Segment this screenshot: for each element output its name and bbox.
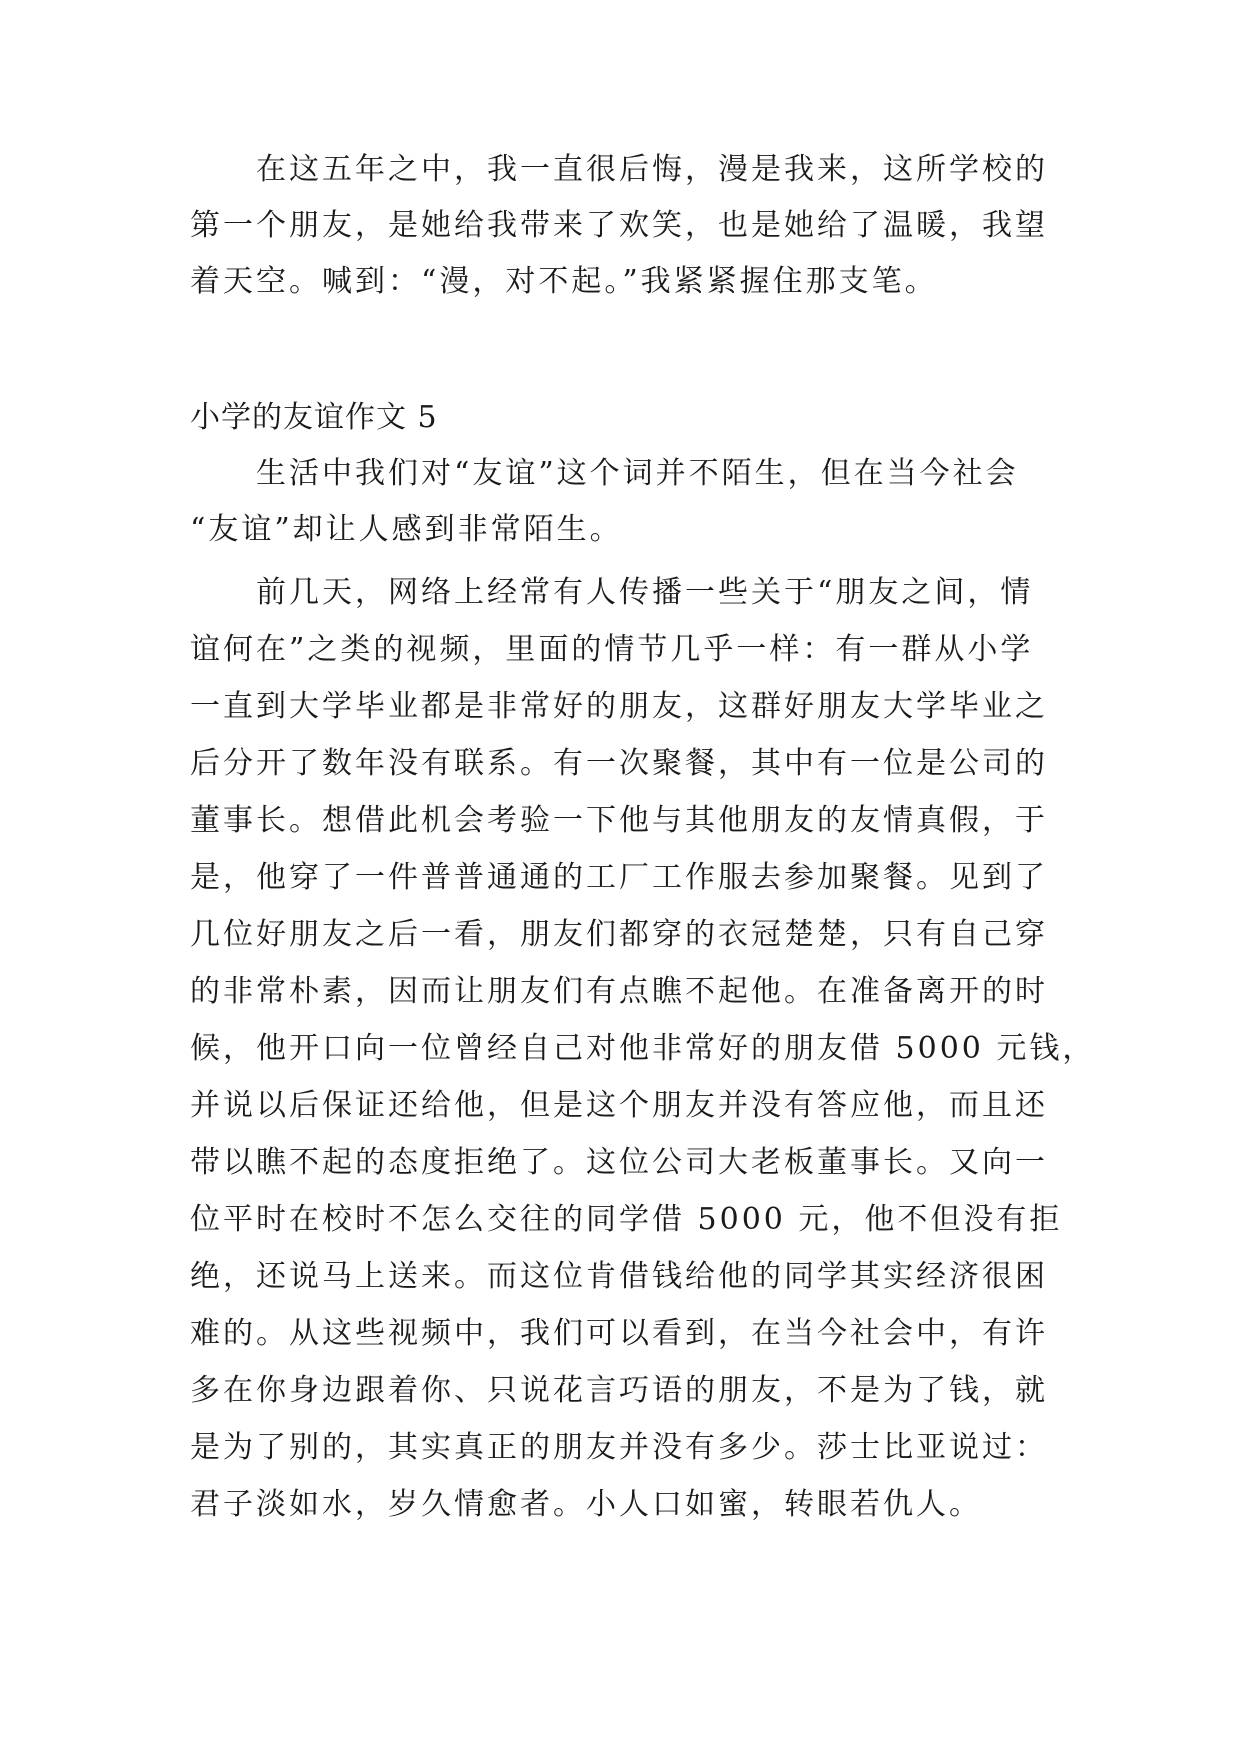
paragraph-3-line-9: 候，他开口向一位曾经自己对他非常好的朋友借 5000 元钱，	[190, 1031, 1096, 1066]
paragraph-3-line-7: 几位好朋友之后一看，朋友们都穿的衣冠楚楚，只有自己穿	[190, 917, 1048, 952]
paragraph-3-line-14: 难的。从这些视频中，我们可以看到，在当今社会中，有许	[190, 1316, 1048, 1351]
paragraph-1-line-1: 在这五年之中，我一直很后悔，漫是我来，这所学校的	[256, 152, 1048, 187]
paragraph-3-line-1: 前几天，网络上经常有人传播一些关于“朋友之间，情	[256, 575, 1034, 610]
paragraph-2-line-1: 生活中我们对“友谊”这个词并不陌生，但在当今社会	[256, 456, 1019, 491]
paragraph-1-line-3: 着天空。喊到：“漫，对不起。”我紧紧握住那支笔。	[190, 264, 938, 299]
paragraph-3-line-12: 位平时在校时不怎么交往的同学借 5000 元，他不但没有拒	[190, 1202, 1063, 1237]
paragraph-2-line-2: “友谊”却让人感到非常陌生。	[190, 512, 623, 547]
paragraph-3-line-8: 的非常朴素，因而让朋友们有点瞧不起他。在准备离开的时	[190, 974, 1048, 1009]
paragraph-3-line-5: 董事长。想借此机会考验一下他与其他朋友的友情真假，于	[190, 803, 1048, 838]
paragraph-3-line-16: 是为了别的，其实真正的朋友并没有多少。莎士比亚说过：	[190, 1430, 1048, 1465]
paragraph-1-line-2: 第一个朋友，是她给我带来了欢笑，也是她给了温暖，我望	[190, 208, 1048, 243]
paragraph-3-line-6: 是，他穿了一件普普通通的工厂工作服去参加聚餐。见到了	[190, 860, 1048, 895]
paragraph-3-line-13: 绝，还说马上送来。而这位肯借钱给他的同学其实经济很困	[190, 1259, 1048, 1294]
paragraph-3-line-15: 多在你身边跟着你、只说花言巧语的朋友，不是为了钱，就	[190, 1373, 1048, 1408]
section-title: 小学的友谊作文 5	[190, 400, 438, 435]
paragraph-3-line-2: 谊何在”之类的视频，里面的情节几乎一样：有一群从小学	[190, 632, 1034, 667]
paragraph-3-line-4: 后分开了数年没有联系。有一次聚餐，其中有一位是公司的	[190, 746, 1048, 781]
paragraph-3-line-3: 一直到大学毕业都是非常好的朋友，这群好朋友大学毕业之	[190, 689, 1048, 724]
paragraph-3-line-11: 带以瞧不起的态度拒绝了。这位公司大老板董事长。又向一	[190, 1145, 1048, 1180]
paragraph-3-line-10: 并说以后保证还给他，但是这个朋友并没有答应他，而且还	[190, 1088, 1048, 1123]
paragraph-3-line-17: 君子淡如水，岁久情愈者。小人口如蜜，转眼若仇人。	[190, 1487, 982, 1522]
